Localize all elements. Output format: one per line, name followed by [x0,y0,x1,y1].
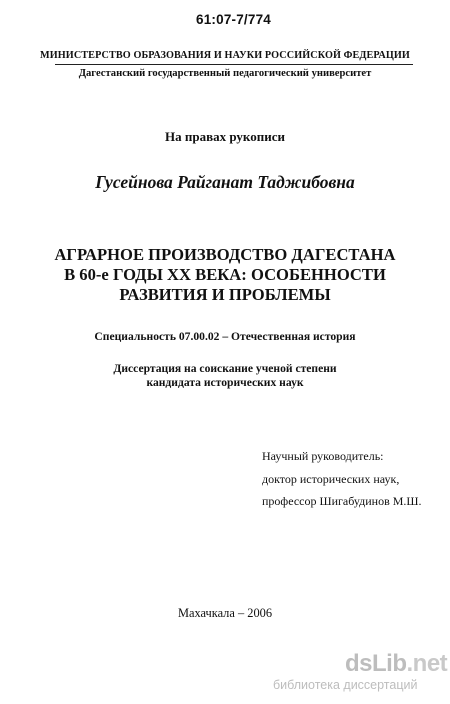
watermark-logo-tld: .net [406,650,448,677]
university-name: Дагестанский государственный педагогический университет [78,68,372,79]
watermark-logo [345,650,447,678]
degree-line: кандидата исторических наук [146,376,304,389]
supervisor-line: доктор исторических наук, [262,471,400,486]
supervisor-line: профессор Шигабудинов М.Ш. [262,494,422,508]
ministry-name: МИНИСТЕРСТВО ОБРАЗОВАНИЯ И НАУКИ РОССИЙСКОЙ ФЕДЕРАЦИИ [40,50,410,61]
title-line: В 60-е ГОДЫ XX ВЕКА: ОСОБЕННОСТИ [64,265,386,284]
supervisor-line: Научный руководитель: [262,449,384,463]
header-divider [55,64,413,65]
catalog-number: 61:07-7/774 [196,12,272,27]
degree-line: Диссертация на соискание ученой степени [113,362,337,375]
rights-note: На правах рукописи [165,129,285,144]
title-line: АГРАРНОЕ ПРОИЗВОДСТВО ДАГЕСТАНА [54,245,396,264]
degree-statement [0,362,450,390]
watermark-logo-main: dsLib [345,650,407,677]
title-line: РАЗВИТИЯ И ПРОБЛЕМЫ [119,285,331,304]
place-year: Махачкала – 2006 [177,606,273,620]
supervisor-block [262,445,422,513]
watermark-subtitle: библиотека диссертаций [273,678,418,692]
dissertation-title [0,245,450,305]
speciality: Специальность 07.00.02 – Отечественная история [94,330,356,343]
author-name: Гусейнова Райганат Таджибовна [95,172,355,192]
